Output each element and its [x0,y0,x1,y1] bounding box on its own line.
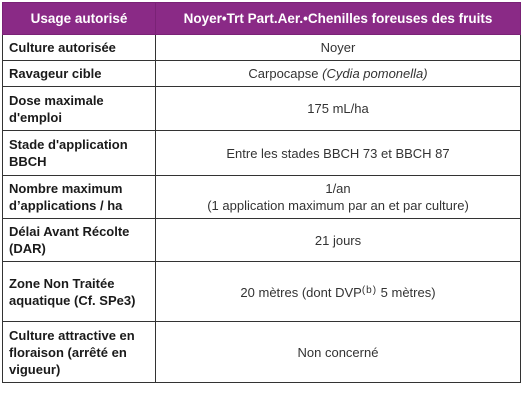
row-value-dose: 175 mL/ha [156,87,521,131]
table-row [3,219,521,262]
header-usage-autorise: Usage autorisé [3,3,156,35]
znt-footnote-ref: (b) [361,285,378,296]
table-row [3,35,521,61]
row-value-dar: 21 jours [156,219,521,262]
row-value-ravageur [156,61,521,87]
table-row [3,176,521,219]
row-label-culture-attractive: Culture attractive en floraison (arrêté en vigueur) [3,322,156,383]
znt-value-main: 20 mètres (dont DVP [240,285,362,300]
header-row [3,3,521,35]
ravageur-common-name: Carpocapse [248,66,323,81]
table-row [3,61,521,87]
row-value-culture: Noyer [156,35,521,61]
table-row [3,322,521,383]
table-header [3,3,521,35]
row-label-nombre-applications: Nombre maximum d’applications / ha [3,176,156,219]
nombre-applications-line1: 1/an [325,181,351,196]
table-row [3,131,521,176]
row-label-znt: Zone Non Traitée aquatique (Cf. SPe3) [3,262,156,322]
row-label-culture: Culture autorisée [3,35,156,61]
nombre-applications-line2: (1 application maximum par an et par culture) [207,198,469,213]
usage-table [2,2,521,383]
row-value-stade: Entre les stades BBCH 73 et BBCH 87 [156,131,521,176]
row-value-culture-attractive: Non concerné [156,322,521,383]
row-label-dar: Délai Avant Récolte (DAR) [3,219,156,262]
table-row [3,87,521,131]
row-value-nombre-applications [156,176,521,219]
table-body [3,35,521,383]
table-row [3,262,521,322]
row-value-znt [156,262,521,322]
row-label-stade: Stade d'application BBCH [3,131,156,176]
znt-value-tail: 5 mètres) [377,285,436,300]
row-label-dose: Dose maximale d'emploi [3,87,156,131]
ravageur-latin-name: (Cydia pomonella) [322,66,428,81]
header-usage-description: Noyer•Trt Part.Aer.•Chenilles foreuses des fruits [156,3,521,35]
row-label-ravageur: Ravageur cible [3,61,156,87]
